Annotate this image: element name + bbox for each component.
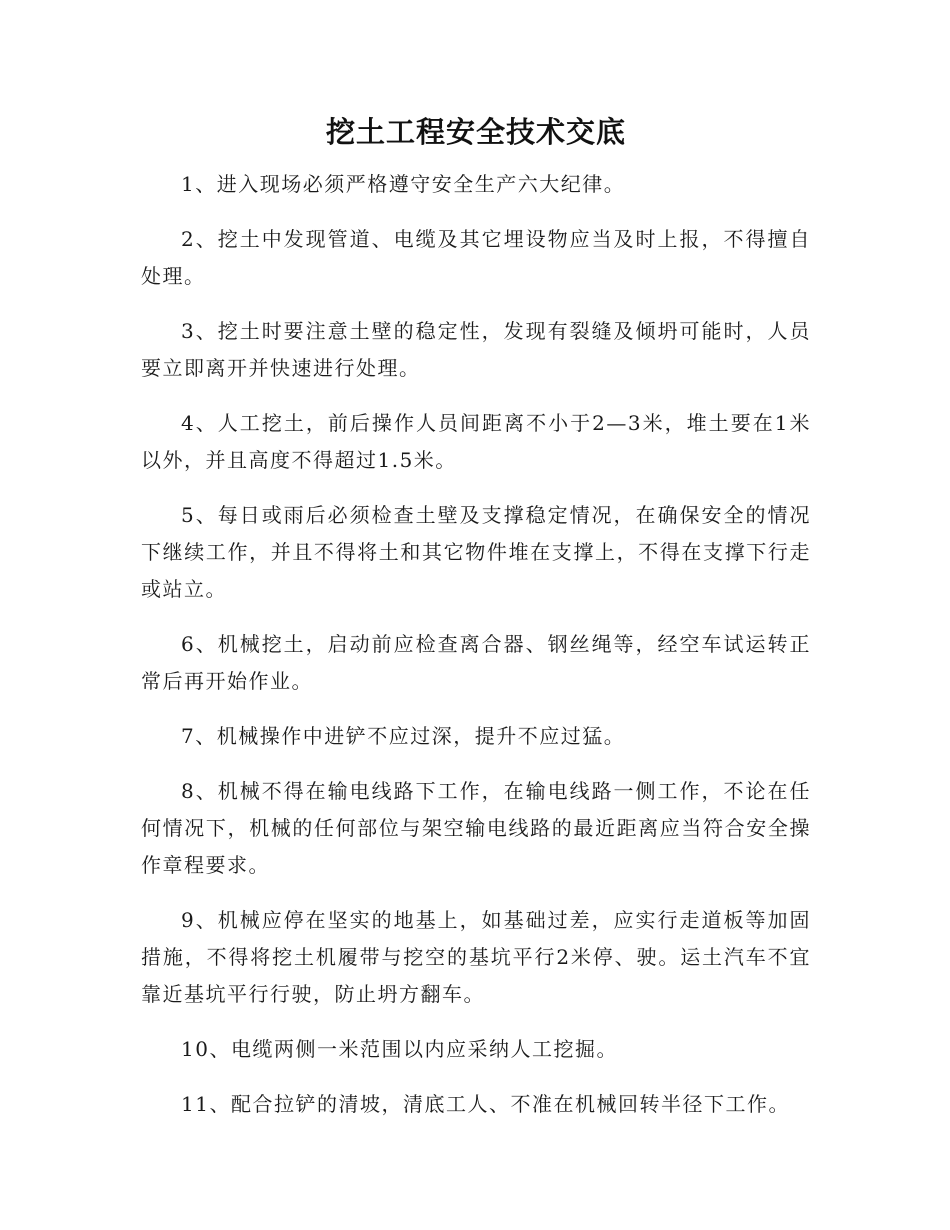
paragraph-6: 6、机械挖土，启动前应检查离合器、钢丝绳等，经空车试运转正常后再开始作业。: [141, 632, 811, 693]
paragraph-7: 7、机械操作中进铲不应过深，提升不应过猛。: [181, 724, 626, 748]
paragraph-4: 4、人工挖土，前后操作人员间距离不小于2—3米，堆土要在1米以外，并且高度不得超过1.5米。: [141, 411, 811, 472]
paragraph-10: 10、电缆两侧一米范围以内应采纳人工挖掘。: [181, 1037, 618, 1061]
paragraph-5: 5、每日或雨后必须检查土壁及支撑稳定情况，在确保安全的情况下继续工作，并且不得将土和其它物件堆在支撑上，不得在支撑下行走或站立。: [141, 503, 811, 601]
paragraph-2: 2、挖土中发现管道、电缆及其它埋设物应当及时上报，不得擅自处理。: [141, 227, 811, 288]
paragraph-9: 9、机械应停在坚实的地基上，如基础过差，应实行走道板等加固措施，不得将挖土机履带与挖空的基坑平行2米停、驶。运土汽车不宜靠近基坑平行行驶，防止坍方翻车。: [141, 908, 811, 1006]
paragraph-8: 8、机械不得在输电线路下工作，在输电线路一侧工作，不论在任何情况下，机械的任何部位与架空输电线路的最近距离应当符合安全操作章程要求。: [141, 779, 811, 877]
document-title: 挖土工程安全技术交底: [325, 115, 626, 149]
paragraph-1: 1、进入现场必须严格遵守安全生产六大纪律。: [181, 172, 626, 196]
paragraph-11: 11、配合拉铲的清坡，清底工人、不准在机械回转半径下工作。: [181, 1092, 790, 1116]
document-body: [141, 112, 811, 1141]
paragraph-3: 3、挖土时要注意土壁的稳定性，发现有裂缝及倾坍可能时，人员要立即离开并快速进行处理。: [141, 319, 811, 380]
